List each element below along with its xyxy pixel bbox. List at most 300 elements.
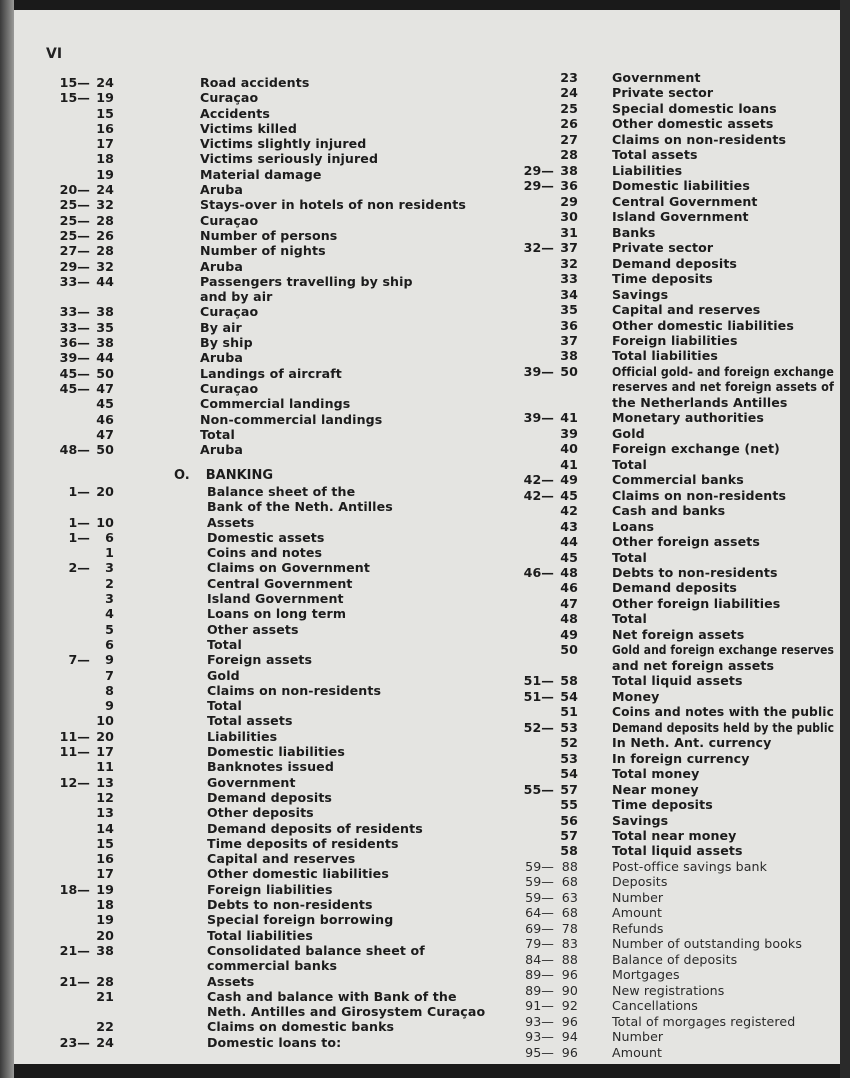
entry-label: Other domestic assets: [612, 116, 774, 132]
entry-table-to: 52: [560, 735, 578, 751]
entry-label: Number of persons: [200, 227, 338, 243]
entry-label: Number: [612, 1029, 664, 1045]
entry-table-from: 12—: [59, 774, 90, 790]
entry-table-to: 24: [96, 1034, 114, 1050]
entry-label: Demand deposits: [612, 580, 738, 596]
entry-label: Gold: [207, 667, 240, 683]
entry-label: Domestic loans to:: [207, 1034, 342, 1050]
entry-table-to: 10: [96, 514, 114, 530]
entry-table-to: 22: [96, 1019, 114, 1035]
entry-table-to: 36: [560, 178, 578, 194]
entry-label: and by air: [200, 289, 273, 305]
entry-table-to: 19: [96, 881, 114, 897]
entry-label: Total: [207, 698, 242, 714]
entry-table-to: 54: [560, 766, 578, 782]
entry-label: Number of nights: [200, 243, 326, 259]
entry-table-to: 68: [561, 874, 578, 890]
entry-table-from: 59—: [525, 874, 554, 890]
entry-table-to: 46: [560, 580, 578, 596]
entry-table-from: 7—: [68, 652, 90, 668]
entry-table-to: 55: [560, 797, 578, 813]
entry-label: Capital and reserves: [612, 302, 761, 318]
entry-table-to: 57: [560, 781, 578, 797]
entry-table-to: 19: [96, 166, 114, 182]
entry-label: Loans on long term: [207, 606, 347, 622]
entry-table-to: 32: [96, 258, 114, 274]
entry-table-to: 34: [560, 286, 578, 302]
entry-table-to: 50: [96, 442, 114, 458]
entry-table-to: 3: [105, 591, 114, 607]
entry-table-from: 2—: [68, 560, 90, 576]
entry-label: Other deposits: [207, 805, 314, 821]
section-title: BANKING: [205, 468, 274, 483]
entry-table-to: 88: [561, 858, 578, 874]
entry-label: Loans: [612, 518, 655, 534]
entry-label: Victims killed: [200, 120, 297, 136]
entry-table-to: 28: [96, 973, 114, 989]
entry-table-to: 41: [560, 410, 578, 426]
entry-table-to: 38: [96, 304, 114, 320]
entry-table-to: 12: [96, 789, 114, 805]
entry-label: Government: [612, 70, 701, 85]
entry-table-from: 45—: [59, 365, 90, 381]
entry-label: Deposits: [612, 874, 668, 890]
entry-table-from: 1—: [68, 529, 90, 545]
entry-table-to: 8: [105, 682, 114, 698]
entry-label: Aruba: [200, 258, 243, 274]
entry-table-to: 26: [560, 116, 578, 132]
entry-table-to: 17: [96, 744, 114, 760]
entry-table-to: 32: [560, 255, 578, 271]
entry-table-from: 91—: [525, 998, 554, 1014]
entry-table-to: 45: [96, 396, 114, 412]
entry-label: Special domestic loans: [612, 100, 777, 116]
entry-label: Demand deposits: [207, 789, 333, 805]
entry-table-to: 14: [96, 820, 114, 836]
entry-label: Balance sheet of the: [207, 484, 356, 499]
entry-label: Amount: [612, 1044, 663, 1060]
entry-table-from: 25—: [59, 197, 90, 213]
entry-label: Savings: [612, 286, 669, 302]
entry-label: Accidents: [200, 105, 270, 121]
entry-label: Victims slightly injured: [200, 136, 367, 152]
entry-label: Domestic liabilities: [207, 744, 345, 760]
entry-table-to: 53: [560, 750, 578, 766]
entry-label: Private sector: [612, 85, 714, 101]
entry-label: Special foreign borrowing: [207, 912, 394, 928]
entry-label: Other foreign assets: [612, 534, 760, 550]
entry-label: Refunds: [612, 920, 664, 936]
entry-label: Total assets: [207, 713, 293, 729]
entry-table-to: 78: [561, 920, 578, 936]
entry-table-to: 96: [561, 1044, 578, 1060]
entry-label: Stays-over in hotels of non residents: [200, 197, 466, 213]
entry-label: Passengers travelling by ship: [200, 273, 413, 289]
entry-table-to: 24: [96, 182, 114, 198]
entry-label: Island Government: [207, 591, 344, 607]
entry-table-from: 79—: [525, 936, 554, 952]
entry-table-to: 45: [560, 487, 578, 503]
entry-table-to: 44: [560, 534, 578, 550]
entry-label: Aruba: [200, 182, 243, 198]
entry-label: Consolidated balance sheet of: [207, 942, 425, 958]
entry-label: Foreign exchange (net): [612, 441, 780, 457]
entry-table-to: 47: [560, 595, 578, 611]
entry-label: Liabilities: [207, 728, 278, 744]
entry-table-from: 93—: [525, 1029, 554, 1045]
entry-table-to: 27: [560, 131, 578, 147]
entry-table-to: 20: [96, 927, 114, 943]
entry-table-to: 21: [96, 988, 114, 1004]
book-spine-edge: [0, 0, 14, 1078]
entry-label: the Netherlands Antilles: [612, 394, 788, 410]
entry-label: Balance of deposits: [612, 951, 738, 967]
entry-table-from: 55—: [523, 781, 554, 797]
entry-label: Total: [200, 426, 235, 442]
document-page: [14, 10, 840, 1064]
entry-table-to: 40: [560, 441, 578, 457]
entry-table-from: 36—: [59, 335, 90, 351]
entry-table-to: 11: [96, 759, 114, 775]
entry-table-from: 33—: [59, 304, 90, 320]
entry-table-to: 41: [560, 456, 578, 472]
entry-label: Total: [207, 636, 242, 652]
entry-table-to: 88: [561, 951, 578, 967]
entry-table-from: 89—: [525, 967, 554, 983]
entry-table-from: 15—: [59, 90, 90, 106]
entry-label: Monetary authorities: [612, 410, 765, 426]
entry-label: Banks: [612, 224, 656, 240]
section-heading-banking: [174, 468, 273, 483]
entry-table-from: 45—: [59, 380, 90, 396]
entry-table-to: 63: [561, 889, 578, 905]
entry-table-from: 39—: [523, 363, 554, 379]
entry-label: New registrations: [612, 982, 725, 998]
entry-label: Curaçao: [200, 212, 259, 228]
entry-label: Capital and reserves: [207, 851, 356, 867]
entry-label: Total liabilities: [207, 927, 313, 943]
entry-table-to: 49: [560, 472, 578, 488]
entry-label: Commercial banks: [612, 472, 744, 488]
entry-table-from: 33—: [59, 273, 90, 289]
entry-table-to: 38: [560, 348, 578, 364]
entry-table-to: 20: [96, 728, 114, 744]
entry-label: Other assets: [207, 621, 299, 637]
entry-table-to: 18: [96, 897, 114, 913]
entry-label: Banknotes issued: [207, 759, 334, 775]
entry-table-to: 26: [96, 227, 114, 243]
entry-table-from: 39—: [59, 350, 90, 366]
entry-table-to: 43: [560, 518, 578, 534]
entry-label: By ship: [200, 335, 253, 351]
entry-table-from: 32—: [523, 240, 554, 256]
entry-table-from: 64—: [525, 905, 554, 921]
entry-table-to: 58: [560, 843, 578, 859]
entry-table-to: 57: [560, 827, 578, 843]
entry-table-to: 13: [96, 805, 114, 821]
entry-label: Amount: [612, 905, 663, 921]
entry-label: Total liabilities: [612, 348, 718, 364]
entry-label: Gold and foreign exchange reserves: [612, 642, 835, 658]
entry-table-to: 90: [561, 982, 578, 998]
entry-label: Island Government: [612, 209, 749, 225]
entry-label: Total: [612, 456, 647, 472]
entry-table-to: 1: [105, 545, 114, 561]
entry-table-to: 96: [561, 967, 578, 983]
entry-table-to: 44: [96, 350, 114, 366]
entry-table-to: 6: [105, 636, 114, 652]
entry-table-from: 11—: [59, 728, 90, 744]
entry-table-from: 59—: [525, 889, 554, 905]
entry-label: Number of outstanding books: [612, 936, 802, 952]
entry-label: Curaçao: [200, 90, 259, 106]
entry-label: Other domestic liabilities: [612, 317, 794, 333]
entry-table-from: 89—: [525, 982, 554, 998]
entry-label: Curaçao: [200, 380, 259, 396]
entry-table-to: 42: [560, 503, 578, 519]
entry-table-from: 1—: [68, 484, 90, 499]
entry-table-to: 17: [96, 866, 114, 882]
entry-label: Aruba: [200, 442, 243, 458]
entry-table-to: 20: [96, 484, 114, 499]
page-number: VI: [46, 46, 63, 62]
entry-table-from: 15—: [59, 75, 90, 90]
entry-table-from: 18—: [59, 881, 90, 897]
entry-table-to: 92: [561, 998, 578, 1014]
entry-label: Landings of aircraft: [200, 365, 342, 381]
entry-table-to: 32: [96, 197, 114, 213]
entry-table-to: 15: [96, 835, 114, 851]
entry-label: Claims on non-residents: [207, 682, 382, 698]
entry-label: Coins and notes: [207, 545, 323, 561]
entry-table-to: 38: [560, 162, 578, 178]
entry-label: Domestic assets: [207, 529, 325, 545]
entry-label: Money: [612, 688, 660, 704]
entry-table-to: 15: [96, 105, 114, 121]
entry-label: Total liquid assets: [612, 843, 743, 859]
entry-table-to: 16: [96, 851, 114, 867]
entry-table-to: 94: [561, 1029, 578, 1045]
entry-table-to: 50: [560, 642, 578, 658]
entry-label: Debts to non-residents: [207, 897, 373, 913]
entry-table-to: 50: [96, 365, 114, 381]
entry-label: Official gold- and foreign exchange: [612, 363, 834, 379]
section-letter: O.: [174, 468, 190, 483]
entry-table-from: 20—: [59, 182, 90, 198]
entry-label: Claims on non-residents: [612, 131, 787, 147]
entry-table-to: 48: [560, 565, 578, 580]
entry-table-to: 39: [560, 425, 578, 441]
entry-table-from: 52—: [523, 719, 554, 735]
entry-label: Cash and balance with Bank of the: [207, 988, 457, 1004]
entry-table-to: 2: [105, 575, 114, 591]
entry-table-from: 25—: [59, 227, 90, 243]
entry-table-to: 4: [105, 606, 114, 622]
entry-label: Cancellations: [612, 998, 698, 1014]
entry-label: Material damage: [200, 166, 322, 182]
entry-table-from: 33—: [59, 319, 90, 335]
entry-label: Debts to non-residents: [612, 565, 778, 580]
entry-label: Victims seriously injured: [200, 151, 379, 167]
entry-table-to: 30: [560, 209, 578, 225]
entry-label: Government: [207, 774, 296, 790]
entry-label: Curaçao: [200, 304, 259, 320]
entry-table-to: 33: [560, 271, 578, 287]
entry-table-to: 35: [96, 319, 114, 335]
entry-table-from: 39—: [523, 410, 554, 426]
entry-label: Road accidents: [200, 75, 310, 90]
entry-label: Cash and banks: [612, 503, 726, 519]
entry-table-to: 6: [105, 529, 114, 545]
entry-label: Total near money: [612, 827, 737, 843]
entry-table-from: 46—: [523, 565, 554, 580]
entry-table-from: 25—: [59, 212, 90, 228]
entry-table-from: 42—: [523, 487, 554, 503]
entry-table-from: 93—: [525, 1013, 554, 1029]
entry-table-from: 48—: [59, 442, 90, 458]
entry-table-from: 84—: [525, 951, 554, 967]
entry-label: Mortgages: [612, 967, 680, 983]
entry-table-to: 7: [105, 667, 114, 683]
entry-table-from: 29—: [523, 178, 554, 194]
entry-table-to: 31: [560, 224, 578, 240]
entry-label: Assets: [207, 973, 255, 989]
entry-table-to: 54: [560, 688, 578, 704]
entry-table-from: 27—: [59, 243, 90, 259]
entry-table-to: 16: [96, 120, 114, 136]
entry-table-to: 47: [96, 380, 114, 396]
entry-label: Aruba: [200, 350, 243, 366]
entry-table-to: 25: [560, 100, 578, 116]
entry-table-to: 29: [560, 193, 578, 209]
entry-label: Savings: [612, 812, 669, 828]
entry-label: Post-office savings bank: [612, 858, 768, 874]
entry-label: Neth. Antilles and Girosystem Curaçao: [207, 1004, 486, 1020]
entry-table-to: 9: [105, 698, 114, 714]
entry-table-to: 24: [96, 75, 114, 90]
entry-label: Total liquid assets: [612, 673, 743, 689]
entry-label: Foreign liabilities: [612, 332, 738, 348]
entry-table-to: 3: [105, 560, 114, 576]
entry-table-to: 23: [560, 70, 578, 85]
entry-label: Domestic liabilities: [612, 178, 750, 194]
entry-label: Total assets: [612, 147, 698, 163]
entry-label: Central Government: [612, 193, 758, 209]
entry-table-from: 1—: [68, 514, 90, 530]
entry-label: Demand deposits of residents: [207, 820, 423, 836]
entry-table-from: 51—: [523, 688, 554, 704]
entry-label: Bank of the Neth. Antilles: [207, 499, 393, 515]
entry-label: Coins and notes with the public: [612, 704, 834, 720]
entry-table-to: 36: [560, 317, 578, 333]
entry-table-from: 69—: [525, 920, 554, 936]
entry-table-to: 58: [560, 673, 578, 689]
entry-label: and net foreign assets: [612, 657, 775, 673]
entry-table-from: 95—: [525, 1044, 554, 1060]
entry-label: Commercial landings: [200, 396, 351, 412]
entry-table-to: 19: [96, 90, 114, 106]
entry-table-to: 45: [560, 549, 578, 565]
entry-table-to: 38: [96, 335, 114, 351]
entry-label: Net foreign assets: [612, 626, 745, 642]
entry-table-to: 68: [561, 905, 578, 921]
entry-table-to: 10: [96, 713, 114, 729]
entry-label: reserves and net foreign assets of: [612, 379, 834, 395]
entry-label: Assets: [207, 514, 255, 530]
entry-label: In foreign currency: [612, 750, 750, 766]
entry-table-to: 13: [96, 774, 114, 790]
entry-table-from: 29—: [523, 162, 554, 178]
entry-table-to: 5: [105, 621, 114, 637]
entry-label: In Neth. Ant. currency: [612, 735, 772, 751]
entry-label: Foreign assets: [207, 652, 313, 668]
entry-label: Demand deposits: [612, 255, 738, 271]
entry-table-to: 9: [105, 652, 114, 668]
entry-table-to: 53: [560, 719, 578, 735]
entry-label: Claims on Government: [207, 560, 370, 576]
entry-table-to: 37: [560, 240, 578, 256]
entry-label: Claims on non-residents: [612, 487, 787, 503]
entry-label: By air: [200, 319, 242, 335]
entry-label: Other foreign liabilities: [612, 595, 781, 611]
entry-table-from: 21—: [59, 973, 90, 989]
entry-label: Time deposits: [612, 271, 713, 287]
entry-table-to: 28: [96, 243, 114, 259]
entry-table-from: 23—: [59, 1034, 90, 1050]
entry-label: Other domestic liabilities: [207, 866, 389, 882]
entry-label: Liabilities: [612, 162, 683, 178]
entry-label: Total: [612, 611, 647, 627]
entry-table-to: 24: [560, 85, 578, 101]
entry-label: Gold: [612, 425, 645, 441]
entry-label: Total money: [612, 766, 700, 782]
entry-table-to: 38: [96, 942, 114, 958]
entry-label: Total: [612, 549, 647, 565]
entry-label: Foreign liabilities: [207, 881, 333, 897]
entry-table-to: 47: [96, 426, 114, 442]
entry-table-to: 35: [560, 302, 578, 318]
entry-label: Non-commercial landings: [200, 411, 383, 427]
entry-table-from: 21—: [59, 942, 90, 958]
adjacent-page-edge: [840, 0, 850, 1078]
entry-table-to: 48: [560, 611, 578, 627]
entry-table-to: 46: [96, 411, 114, 427]
entry-table-to: 44: [96, 273, 114, 289]
entry-label: Near money: [612, 781, 699, 797]
entry-label: Time deposits of residents: [207, 835, 399, 851]
entry-table-to: 49: [560, 626, 578, 642]
entry-table-from: 59—: [525, 858, 554, 874]
entry-table-to: 96: [561, 1013, 578, 1029]
entry-table-to: 50: [560, 363, 578, 379]
entry-table-to: 19: [96, 912, 114, 928]
entry-label: Demand deposits held by the public: [612, 719, 835, 735]
entry-table-from: 29—: [59, 258, 90, 274]
entry-label: Total of morgages registered: [612, 1013, 796, 1029]
entry-label: Time deposits: [612, 797, 713, 813]
entry-label: Number: [612, 889, 664, 905]
entry-label: Claims on domestic banks: [207, 1019, 395, 1035]
entry-table-to: 17: [96, 136, 114, 152]
entry-table-to: 37: [560, 332, 578, 348]
entry-label: Private sector: [612, 240, 714, 256]
entry-table-from: 42—: [523, 472, 554, 488]
entry-table-from: 51—: [523, 673, 554, 689]
entry-table-from: 11—: [59, 744, 90, 760]
entry-table-to: 56: [560, 812, 578, 828]
entry-table-to: 83: [561, 936, 578, 952]
entry-table-to: 28: [96, 212, 114, 228]
